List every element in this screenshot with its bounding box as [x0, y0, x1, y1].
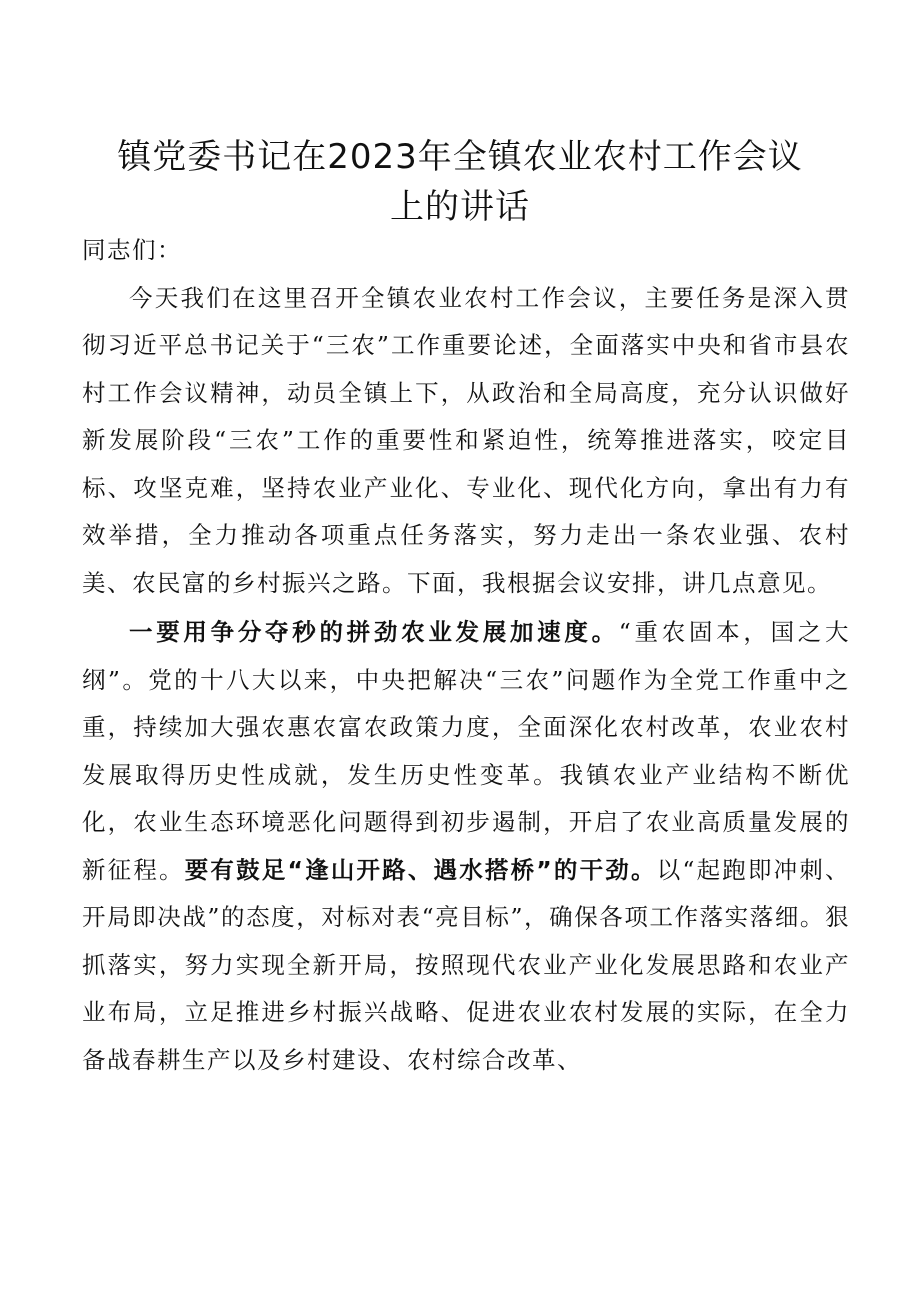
section-text-2: 以“起跑即冲刺、开局即决战”的态度，对标对表“亮目标”，确保各项工作落实落细。狠抓落实，努力实现全新开局，按照现代农业产业化发展思路和农业产业布局，立足推进乡村振兴战略、促进农业农村发展的实际，在全力备战春耕生产以及乡村建设、农村综合改革、 [82, 855, 851, 1074]
title-line-1: 镇党委书记在2023年全镇农业农村工作会议 [117, 137, 803, 177]
paragraph-section-one [82, 609, 850, 1084]
section-text-1: “重农固本，国之大纲”。党的十八大以来，中央把解决“三农”问题作为全党工作重中之重，持续加大强农惠农富农政策力度，全面深化农村改革，农业农村发展取得历史性成就，发生历史性变革。我镇农业产业结构不断优化，农业生态环境恶化问题得到初步遏制，开启了农业高质量发展的新征程。 [82, 618, 850, 884]
document-title [60, 132, 860, 232]
document-body [82, 227, 850, 1084]
salutation: 同志们： [82, 236, 182, 264]
section-subheading: 要有鼓足“逢山开路、遇水搭桥”的干劲。 [184, 855, 657, 884]
section-heading: 一要用争分夺秒的拼劲农业发展加速度。 [129, 618, 619, 646]
title-line-2: 上的讲话 [390, 187, 530, 227]
paragraph-intro: 今天我们在这里召开全镇农业农村工作会议，主要任务是深入贯彻习近平总书记关于“三农”工作重要论述，全面落实中央和省市县农村工作会议精神，动员全镇上下，从政治和全局高度，充分认识做好新发展阶段“三农”工作的重要性和紧迫性，统筹推进落实，咬定目标、攻坚克难，坚持农业产业化、专业化、现代化方向，拿出有力有效举措，全力推动各项重点任务落实，努力走出一条农业强、农村美、农民富的乡村振兴之路。下面，我根据会议安排，讲几点意见。 [82, 283, 850, 597]
